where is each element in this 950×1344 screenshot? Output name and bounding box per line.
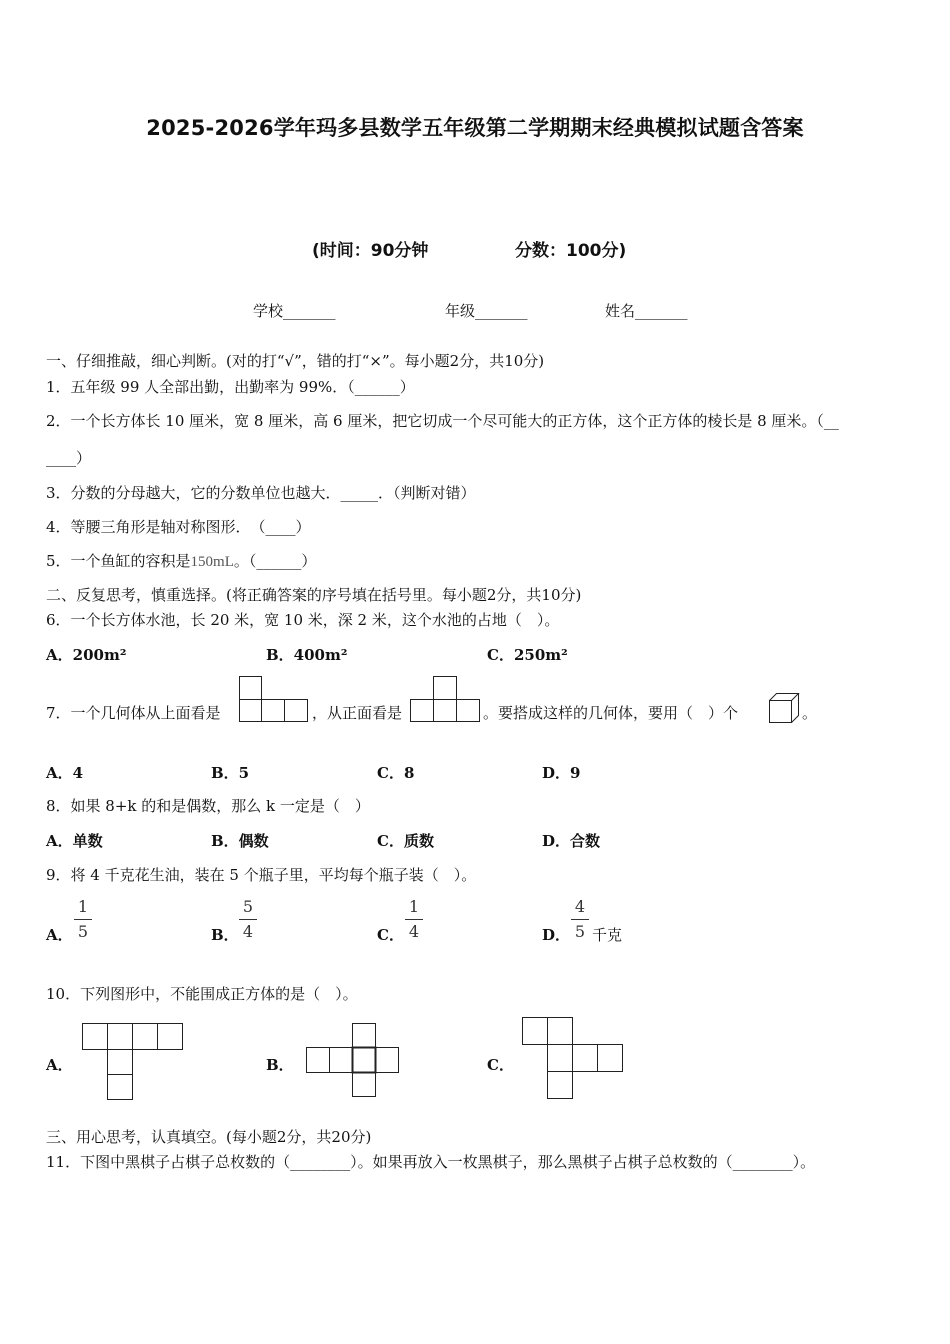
q9-option-b-label: B． [211, 926, 239, 944]
question-8: 8．如果 8+k 的和是偶数，那么 k 一定是（ ） [46, 797, 370, 815]
q8-option-a: A．单数 [46, 832, 103, 850]
question-2: 2．一个长方体长 10 厘米，宽 8 厘米，高 6 厘米，把它切成一个尽可能大的正方体，这个正方体的棱长是 8 厘米。（__ [46, 412, 839, 430]
fraction-numerator: 1 [77, 897, 89, 916]
fraction-numerator: 4 [574, 897, 586, 916]
q6-option-b: B．400m² [266, 646, 348, 664]
q9-unit: 千克 [592, 926, 623, 944]
page-title: 2025-2026学年玛多县数学五年级第二学期期末经典模拟试题含答案 [146, 116, 804, 140]
top-view-figure [239, 676, 309, 723]
question-2-cont: ____） [46, 449, 92, 467]
question-10: 10．下列图形中，不能围成正方体的是（ ）。 [46, 985, 358, 1003]
question-9: 9．将 4 千克花生油，装在 5 个瓶子里，平均每个瓶子装（ ）。 [46, 866, 477, 884]
q6-option-a: A．200m² [46, 646, 127, 664]
section-1-heading: 一、仔细推敲，细心判断。(对的打“√”，错的打“×”。每小题2分，共10分) [46, 352, 545, 370]
question-11: 11．下图中黑棋子占棋子总枚数的（________）。如果再放入一枚黑棋子，那么黑棋子占棋子总枚数的（________）。 [46, 1153, 816, 1171]
section-2-heading: 二、反复思考，慎重选择。(将正确答案的序号填在括号里。每小题2分，共10分) [46, 586, 582, 604]
question-7-part4: 。 [802, 704, 818, 722]
q10-option-a-label: A． [46, 1056, 73, 1074]
question-5-unit: 150mL [190, 554, 234, 570]
q9-option-c-label: C． [377, 926, 404, 944]
exam-score: 分数：100分) [515, 241, 627, 261]
question-5-text: 5．一个鱼缸的容积是 [46, 552, 191, 570]
question-5-blank: 。（______） [233, 552, 317, 570]
name-field: 姓名_______ [605, 302, 688, 320]
grade-field: 年级_______ [445, 302, 528, 320]
question-4: 4．等腰三角形是轴对称图形． （____） [46, 518, 311, 536]
q9-option-c-fraction [403, 897, 425, 942]
q10-net-a [82, 1023, 184, 1101]
q9-option-d-fraction [569, 897, 591, 942]
question-1: 1．五年级 99 人全部出勤，出勤率为 99%．（______） [46, 378, 415, 396]
fraction-denominator: 5 [574, 922, 586, 941]
cube-icon [769, 693, 801, 723]
q6-option-c: C．250m² [487, 646, 568, 664]
exam-time: (时间：90分钟 [312, 241, 429, 261]
q10-net-c [522, 1017, 624, 1101]
fraction-denominator: 4 [408, 922, 420, 941]
question-3: 3．分数的分母越大，它的分数单位也越大．_____．（判断对错） [46, 484, 476, 502]
q10-net-b [306, 1023, 402, 1099]
q9-option-b-fraction [237, 897, 259, 942]
q7-option-a: A．4 [46, 764, 84, 782]
q8-option-d: D．合数 [542, 832, 601, 850]
q9-option-a-label: A． [46, 926, 73, 944]
fraction-denominator: 4 [242, 922, 254, 941]
q8-option-c: C．质数 [377, 832, 434, 850]
question-7-part1: 7．一个几何体从上面看是 [46, 704, 221, 722]
q7-option-c: C．8 [377, 764, 415, 782]
q9-option-d-label: D． [542, 926, 571, 944]
fraction-denominator: 5 [77, 922, 89, 941]
q9-option-a-fraction [72, 897, 94, 942]
question-7-part3: 。要搭成这样的几何体，要用（ ）个 [483, 704, 739, 722]
front-view-figure [410, 676, 482, 723]
q8-option-b: B．偶数 [211, 832, 269, 850]
q10-option-b-label: B． [266, 1056, 294, 1074]
section-3-heading: 三、用心思考，认真填空。(每小题2分，共20分) [46, 1128, 372, 1146]
q10-option-c-label: C． [487, 1056, 514, 1074]
q7-option-b: B．5 [211, 764, 250, 782]
school-field: 学校_______ [253, 302, 336, 320]
question-7-part2: ，从正面看是 [312, 704, 403, 722]
question-6: 6．一个长方体水池，长 20 米，宽 10 米，深 2 米，这个水池的占地（ ）。 [46, 611, 560, 629]
fraction-numerator: 1 [408, 897, 420, 916]
fraction-numerator: 5 [242, 897, 254, 916]
q7-option-d: D．9 [542, 764, 581, 782]
question-5 [46, 550, 316, 571]
